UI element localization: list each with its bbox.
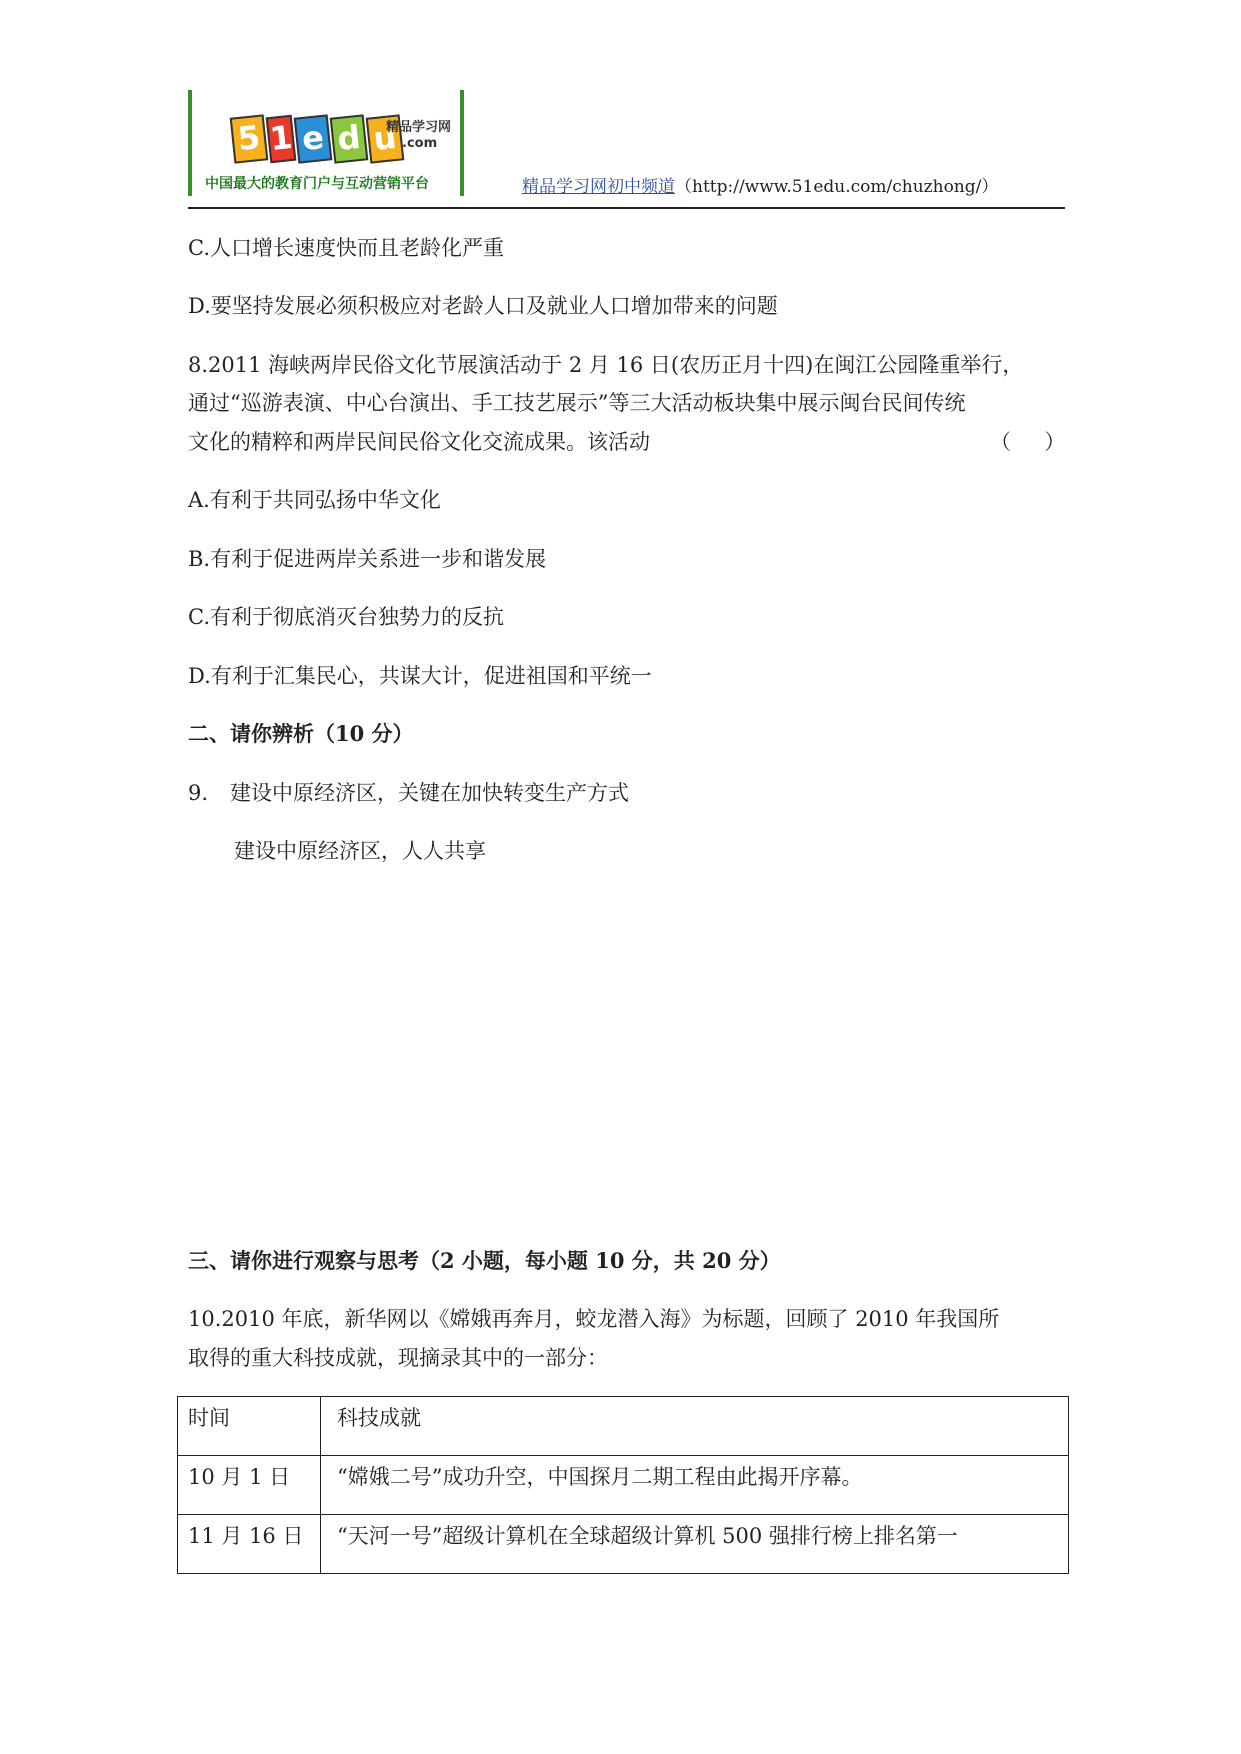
- logo-letter: e: [294, 114, 333, 163]
- header-divider: [188, 207, 1065, 209]
- q8-line-2: 通过“巡游表演、中心台演出、手工技艺展示”等三大活动板块集中展示闽台民间传统: [188, 391, 966, 415]
- header-link-area: [522, 176, 998, 198]
- table-cell-time: 10 月 1 日: [178, 1456, 321, 1515]
- channel-link[interactable]: 精品学习网初中频道: [522, 177, 675, 197]
- q10-line-1: 10.2010 年底，新华网以《嫦娥再奔月，蛟龙潜入海》为标题，回顾了 2010 年我国所: [188, 1307, 1000, 1331]
- q8-option-d: D.有利于汇集民心，共谋大计，促进祖国和平统一: [188, 664, 652, 688]
- table-cell-time: 11 月 16 日: [178, 1515, 321, 1574]
- channel-url-text: （http://www.51edu.com/chuzhong/）: [675, 177, 999, 197]
- logo-side-text: [386, 120, 451, 152]
- site-logo: [232, 102, 404, 162]
- table-row: [178, 1456, 1069, 1515]
- q9-line-1: 建设中原经济区，关键在加快转变生产方式: [230, 781, 629, 805]
- logo-slogan: 中国最大的教育门户与互动营销平台: [205, 176, 429, 192]
- logo-letter: u: [366, 114, 405, 163]
- q8-line-1: 8.2011 海峡两岸民俗文化节展演活动于 2 月 16 日(农历正月十四)在闽江公园隆重举行，: [188, 353, 1024, 377]
- logo-letter: d: [330, 114, 369, 163]
- logo-bar-left: [188, 90, 192, 196]
- table-cell-achievement: “嫦娥二号”成功升空，中国探月二期工程由此揭开序幕。: [321, 1456, 1069, 1515]
- table-row: [178, 1515, 1069, 1574]
- logo-letter: 1: [266, 115, 297, 163]
- logo-bar-right: [460, 90, 464, 196]
- achievements-table: [177, 1396, 1069, 1574]
- q9-number: 9.: [188, 781, 209, 805]
- q8-line-3: 文化的精粹和两岸民间民俗文化交流成果。该活动: [188, 430, 650, 454]
- logo-side-line-2: .com: [402, 136, 438, 151]
- section-2-title: 二、请你辨析（10 分）: [188, 721, 414, 746]
- q9-line-2: 建设中原经济区，人人共享: [234, 839, 486, 863]
- q8-option-b: B.有利于促进两岸关系进一步和谐发展: [188, 547, 547, 571]
- q7-option-c: C.人口增长速度快而且老龄化严重: [188, 236, 504, 260]
- logo-letter: 5: [230, 114, 269, 163]
- table-header-achievement: 科技成就: [321, 1397, 1069, 1456]
- q7-option-d: D.要坚持发展必须积极应对老龄人口及就业人口增加带来的问题: [188, 294, 778, 318]
- q8-answer-paren: （ ）: [990, 430, 1066, 454]
- table-cell-achievement: “天河一号”超级计算机在全球超级计算机 500 强排行榜上排名第一: [321, 1515, 1069, 1574]
- q8-option-a: A.有利于共同弘扬中华文化: [188, 488, 441, 512]
- q8-option-c: C.有利于彻底消灭台独势力的反抗: [188, 605, 504, 629]
- section-3-title: 三、请你进行观察与思考（2 小题，每小题 10 分，共 20 分）: [188, 1248, 781, 1273]
- q10-line-2: 取得的重大科技成就，现摘录其中的一部分：: [188, 1346, 608, 1370]
- table-header-time: 时间: [178, 1397, 321, 1456]
- logo-side-line-1: 精品学习网: [386, 120, 452, 135]
- table-header-row: [178, 1397, 1069, 1456]
